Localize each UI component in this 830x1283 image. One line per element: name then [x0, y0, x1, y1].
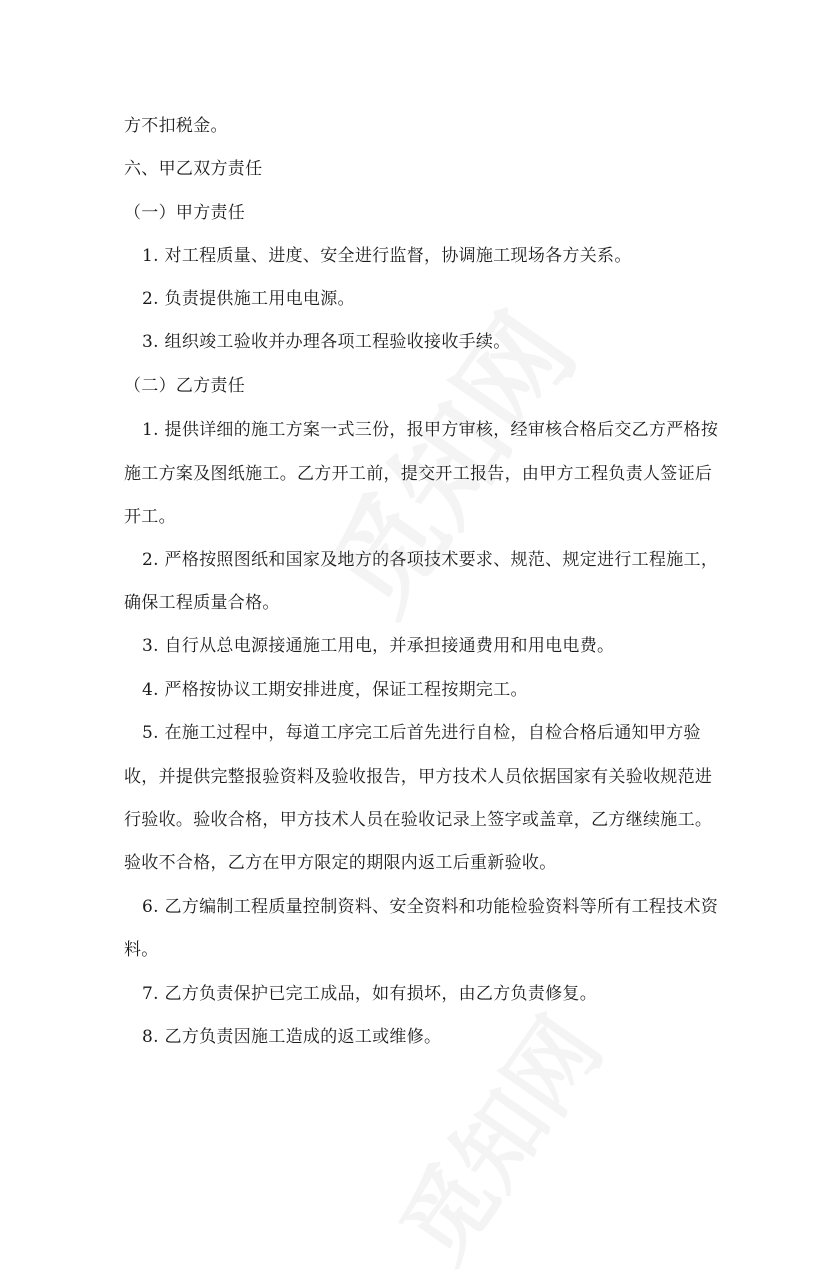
list-item: 8. 乙方负责因施工造成的返工或维修。: [142, 1027, 442, 1047]
list-item: 5. 在施工过程中，每道工序完工后首先进行自检，自检合格后通知甲方验: [142, 723, 701, 743]
section-heading: 六、甲乙双方责任: [124, 159, 263, 179]
list-item-continuation: 验收不合格，乙方在甲方限定的期限内返工后重新验收。: [124, 853, 557, 873]
list-item: 7. 乙方负责保护已完工成品，如有损坏，由乙方负责修复。: [142, 984, 598, 1004]
paragraph-line: 方不扣税金。: [124, 116, 228, 136]
list-item-continuation: 施工方案及图纸施工。乙方开工前，提交开工报告，由甲方工程负责人签证后: [124, 464, 713, 484]
list-item-continuation: 行验收。验收合格，甲方技术人员在验收记录上签字或盖章，乙方继续施工。: [124, 810, 713, 830]
list-item-continuation: 料。: [124, 940, 159, 960]
subsection-heading-party-a: （一）甲方责任: [124, 203, 246, 223]
list-item: 1. 对工程质量、进度、安全进行监督，协调施工现场各方关系。: [142, 246, 632, 266]
list-item: 3. 组织竣工验收并办理各项工程验收接收手续。: [142, 332, 511, 352]
list-item-continuation: 开工。: [124, 507, 176, 527]
list-item: 2. 负责提供施工用电电源。: [142, 289, 355, 309]
list-item: 1. 提供详细的施工方案一式三份，报甲方审核，经审核合格后交乙方严格按: [142, 420, 719, 440]
subsection-heading-party-b: （二）乙方责任: [124, 376, 246, 396]
list-item: 4. 严格按协议工期安排进度，保证工程按期完工。: [142, 680, 528, 700]
list-item: 3. 自行从总电源接通施工用电，并承担接通费用和用电电费。: [142, 636, 615, 656]
list-item: 6. 乙方编制工程质量控制资料、安全资料和功能检验资料等所有工程技术资: [142, 897, 719, 917]
list-item-continuation: 确保工程质量合格。: [124, 593, 280, 613]
list-item: 2. 严格按照图纸和国家及地方的各项技术要求、规范、规定进行工程施工，: [142, 550, 719, 570]
list-item-continuation: 收，并提供完整报验资料及验收报告，甲方技术人员依据国家有关验收规范进: [124, 767, 713, 787]
